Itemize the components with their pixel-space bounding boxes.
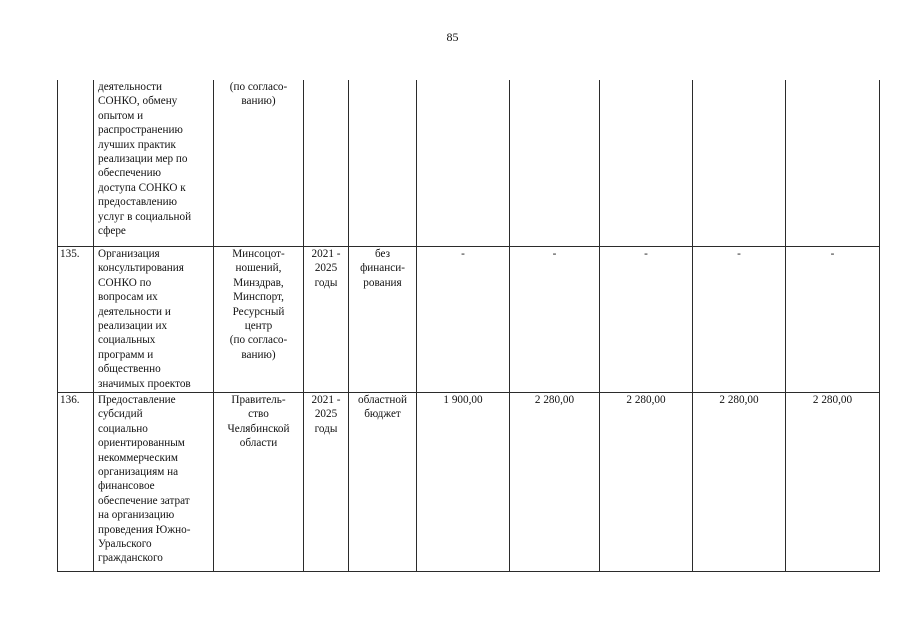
activity-name-cell-line: субсидий [98, 408, 143, 421]
activity-name-cell-line: распространению [98, 124, 183, 137]
executor-cell-line: области [239, 437, 278, 450]
activity-name-cell-line: СОНКО, обмену [98, 95, 178, 108]
activity-name-cell-line: консультирования [98, 262, 184, 275]
row-number-cell: 136. [58, 393, 94, 572]
activity-name-cell-line: сфере [98, 225, 126, 238]
table-row [58, 80, 880, 247]
amount-cell-year-3: 2 280,00 [600, 393, 693, 572]
executor-cell-line: ванию) [241, 95, 276, 108]
period-cell [304, 393, 349, 572]
executor-cell-line: (по согласо- [229, 334, 288, 347]
amount-cell-year-2 [510, 80, 600, 247]
activity-name-cell-line: некоммерческим [98, 451, 178, 464]
activity-name-cell [94, 247, 214, 393]
activity-name-cell-line: СОНКО по [98, 276, 152, 289]
activity-name-cell-line: программ и [98, 348, 154, 361]
executor-cell [214, 393, 304, 572]
activity-name-cell-line: доступа СОНКО к [98, 181, 186, 194]
period-cell-line: 2021 - [311, 394, 341, 406]
funding-source-cell [349, 247, 417, 393]
activity-name-cell-line: обеспечению [98, 167, 161, 180]
executor-cell-line: Минсоцот- [232, 248, 285, 260]
activity-name-cell-line: опытом и [98, 109, 144, 122]
amount-cell-year-3: - [600, 247, 693, 393]
row-number-cell [58, 80, 94, 247]
activity-name-cell-line: лучших практик [98, 138, 176, 151]
program-activities-table [57, 80, 880, 572]
activity-name-cell [94, 80, 214, 247]
amount-cell-year-2: - [510, 247, 600, 393]
activity-name-cell-line: услуг в социальной [98, 210, 192, 223]
period-cell-line: 2025 [314, 262, 338, 275]
activity-name-cell-line: реализации их [98, 320, 168, 333]
row-number-cell: 135. [58, 247, 94, 393]
amount-cell-year-2: 2 280,00 [510, 393, 600, 572]
activity-name-cell-line: гражданского [98, 552, 163, 565]
period-cell-line: 2025 [314, 408, 338, 421]
activity-name-cell-line: деятельности [98, 81, 163, 93]
activity-name-cell-line: организациям на [98, 466, 179, 479]
executor-cell-line: ство [248, 408, 269, 421]
executor-cell-line: Минздрав, [233, 276, 284, 289]
activity-name-cell-line: социальных [98, 334, 156, 347]
amount-cell-year-1: 1 900,00 [417, 393, 510, 572]
period-cell [304, 80, 349, 247]
funding-source-cell-line: финанси- [360, 262, 405, 275]
amount-cell-year-3 [600, 80, 693, 247]
period-cell-line: годы [314, 276, 338, 289]
activity-name-cell-line: социально [98, 422, 148, 435]
amount-cell-year-4 [693, 80, 786, 247]
amount-cell-year-5: - [786, 247, 880, 393]
activity-name-cell-line: Организация [98, 248, 160, 260]
executor-cell-line: центр [244, 320, 273, 333]
funding-source-cell-line: бюджет [364, 408, 401, 421]
activity-name-cell [94, 393, 214, 572]
executor-cell-line: (по согласо- [229, 81, 288, 93]
table-row [58, 393, 880, 572]
table-row [58, 247, 880, 393]
funding-source-cell-line: областной [358, 394, 407, 406]
activity-name-cell-line: проведения Южно- [98, 523, 191, 536]
executor-cell-line: Минспорт, [233, 291, 284, 304]
executor-cell [214, 80, 304, 247]
period-cell [304, 247, 349, 393]
amount-cell-year-4: 2 280,00 [693, 393, 786, 572]
activity-name-cell-line: обеспечение затрат [98, 494, 190, 507]
funding-source-cell [349, 393, 417, 572]
executor-cell-line: ношений, [235, 262, 282, 275]
activity-name-cell-line: Предоставление [98, 394, 176, 406]
amount-cell-year-1: - [417, 247, 510, 393]
activity-name-cell-line: предоставлению [98, 196, 177, 209]
activity-name-cell-line: ориентированным [98, 437, 185, 450]
activity-name-cell-line: общественно [98, 363, 161, 376]
amount-cell-year-4: - [693, 247, 786, 393]
funding-source-cell-line: рования [363, 276, 402, 289]
activity-name-cell-line: вопросам их [98, 291, 158, 304]
executor-cell [214, 247, 304, 393]
funding-source-cell [349, 80, 417, 247]
activity-name-cell-line: деятельности и [98, 305, 171, 318]
period-cell-line: годы [314, 422, 338, 435]
page-number: 85 [446, 30, 459, 44]
amount-cell-year-1 [417, 80, 510, 247]
period-cell-line: 2021 - [311, 248, 341, 260]
activity-name-cell-line: реализации мер по [98, 153, 188, 166]
activity-name-cell-line: на организацию [98, 509, 175, 522]
executor-cell-line: ванию) [241, 348, 276, 361]
executor-cell-line: Ресурсный [232, 305, 285, 318]
funding-source-cell-line: без [374, 248, 391, 260]
activity-name-cell-line: значимых проектов [98, 377, 191, 390]
activity-name-cell-line: Уральского [98, 538, 152, 551]
executor-cell-line: Правитель- [231, 394, 286, 406]
executor-cell-line: Челябинской [227, 422, 290, 435]
amount-cell-year-5 [786, 80, 880, 247]
activity-name-cell-line: финансовое [98, 480, 155, 493]
amount-cell-year-5: 2 280,00 [786, 393, 880, 572]
